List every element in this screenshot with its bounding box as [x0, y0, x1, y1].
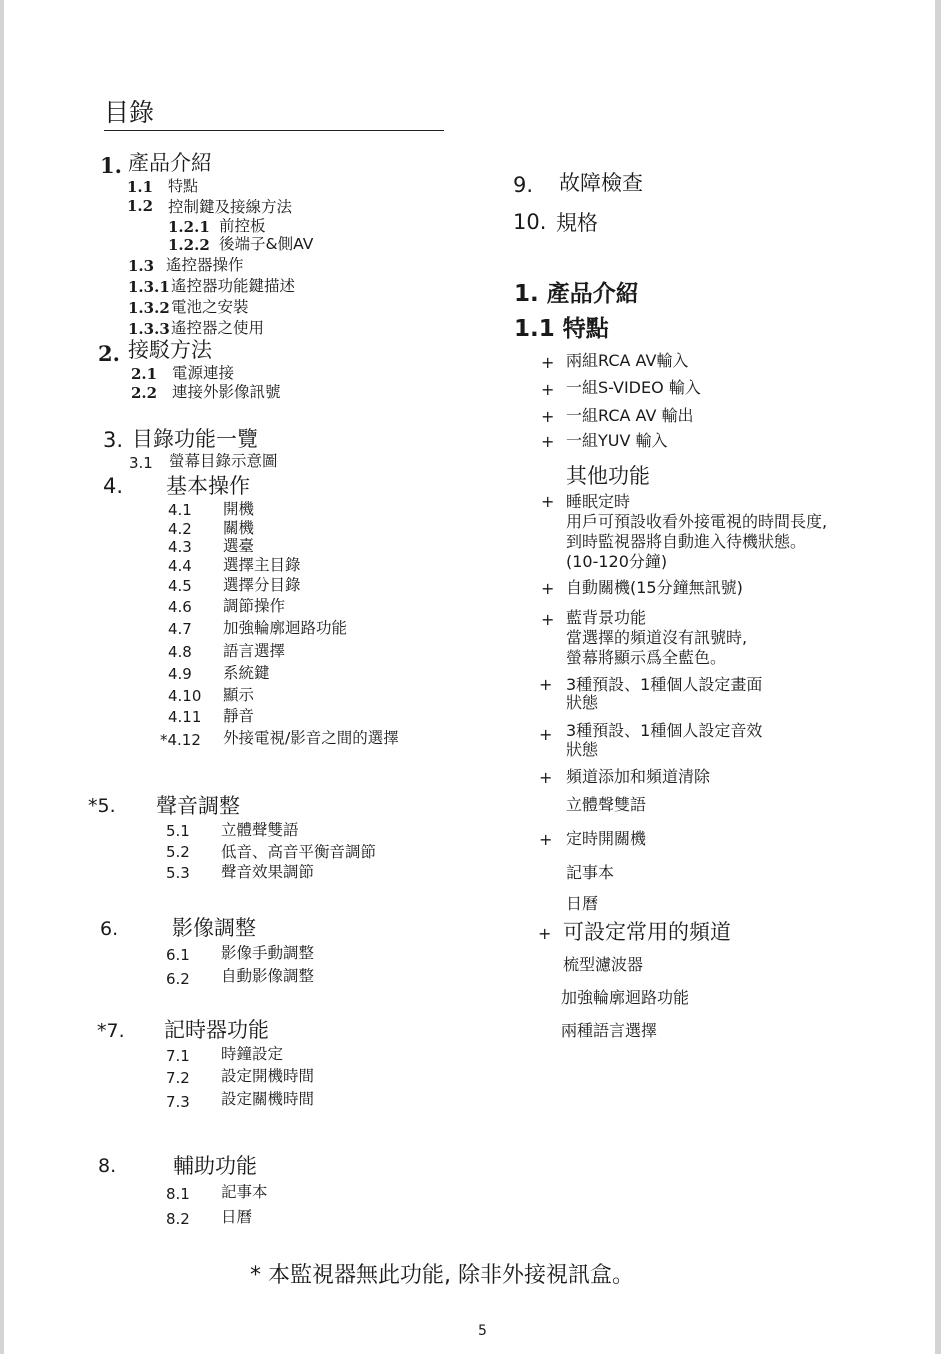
toc-entry: 輔助功能	[173, 1154, 257, 1178]
feature-line: 記事本	[566, 863, 615, 882]
toc-entry: 目錄功能一覽	[132, 427, 258, 451]
feature-line: 到時監視器將自動進入待機狀態。	[566, 532, 807, 551]
toc-num: 3.	[103, 428, 124, 452]
toc-entry: 顯示	[223, 686, 255, 704]
feature-line: 3種預設、1種個人設定畫面	[566, 675, 763, 694]
feature-line: 自動關機(15分鐘無訊號)	[566, 578, 743, 597]
toc-entry: 連接外影像訊號	[172, 383, 281, 401]
other-features-heading: 其他功能	[566, 464, 650, 488]
feature-line: 用戶可預設收看外接電視的時間長度,	[566, 512, 828, 531]
toc-num: 10.	[513, 210, 547, 234]
toc-entry: 電源連接	[172, 364, 235, 382]
toc-entry: 設定關機時間	[221, 1090, 315, 1108]
bullet-marker: +	[541, 380, 555, 399]
toc-num: 6.	[100, 918, 119, 940]
feature-line: (10-120分鐘)	[566, 552, 668, 571]
toc-num: 1.3	[128, 257, 155, 275]
toc-entry: 選擇主目錄	[223, 556, 301, 574]
toc-entry: 特點	[168, 177, 199, 195]
toc-entry: 立體聲雙語	[221, 821, 299, 839]
feature-line: 頻道添加和頻道清除	[566, 767, 711, 786]
toc-num: 4.6	[168, 598, 192, 616]
toc-entry: 選擇分目錄	[223, 576, 301, 594]
toc-num: 4.	[103, 474, 124, 498]
bullet-marker: +	[541, 492, 555, 511]
toc-num: 5.3	[166, 864, 190, 882]
toc-num: 4.9	[168, 665, 192, 683]
toc-num: 5.1	[166, 822, 190, 840]
feature-line: 梳型濾波器	[563, 955, 644, 974]
toc-num: 1.3.3	[128, 320, 170, 338]
toc-num: 7.3	[166, 1093, 190, 1111]
toc-num: 2.1	[131, 365, 158, 383]
toc-num: 4.5	[168, 577, 192, 595]
toc-entry: 故障檢查	[559, 171, 643, 195]
toc-entry: 電池之安裝	[171, 298, 249, 316]
toc-num: 5.2	[166, 843, 190, 861]
bullet-marker: +	[539, 725, 553, 744]
feature-line: 螢幕將顯示爲全藍色。	[566, 648, 727, 667]
bullet-marker: +	[541, 353, 555, 372]
feature-line: 日曆	[566, 894, 599, 913]
toc-num: 6.1	[166, 946, 190, 964]
feature-line: 狀態	[566, 740, 599, 759]
toc-entry: 前控板	[219, 217, 266, 235]
input-item: 兩組RCA AV輸入	[566, 351, 689, 370]
toc-entry: 影像調整	[172, 916, 256, 940]
toc-entry: 外接電視/影音之間的選擇	[223, 729, 399, 747]
title-underline	[104, 130, 444, 131]
toc-num: *7.	[97, 1020, 125, 1042]
toc-entry: 時鐘設定	[221, 1045, 284, 1063]
page-edge-right	[935, 0, 941, 1354]
toc-num: 7.1	[166, 1047, 190, 1065]
toc-entry: 日曆	[221, 1208, 253, 1226]
toc-num: 2.	[98, 341, 120, 366]
input-item: 一組RCA AV 輸出	[566, 406, 694, 425]
toc-entry: 聲音調整	[156, 794, 240, 818]
toc-num: 1.	[100, 153, 122, 178]
toc-entry: 後端子&側AV	[219, 235, 314, 253]
intro-heading: 1. 產品介紹	[514, 281, 639, 307]
toc-num: 1.3.2	[128, 299, 170, 317]
feature-line: 兩種語言選擇	[561, 1021, 658, 1040]
toc-entry: 語言選擇	[223, 642, 286, 660]
toc-num: 4.8	[168, 643, 192, 661]
toc-entry: 遙控器功能鍵描述	[171, 277, 296, 295]
bullet-marker: +	[541, 407, 555, 426]
feature-line: 狀態	[566, 693, 599, 712]
toc-entry: 接駁方法	[128, 338, 212, 362]
page-edge-left	[0, 0, 4, 1354]
toc-entry: 影像手動調整	[221, 944, 315, 962]
toc-entry: 設定開機時間	[221, 1067, 315, 1085]
intro-subheading: 1.1 特點	[514, 316, 609, 342]
feature-line: 睡眠定時	[566, 492, 631, 511]
toc-num: 4.4	[168, 557, 192, 575]
toc-num: 4.10	[168, 687, 202, 705]
toc-num: 1.2.1	[168, 218, 210, 236]
toc-entry: 遙控器之使用	[171, 319, 265, 337]
bullet-marker: +	[538, 924, 552, 943]
feature-line: 當選擇的頻道沒有訊號時,	[566, 628, 748, 647]
toc-num: 1.3.1	[128, 278, 170, 296]
toc-entry: 自動影像調整	[221, 967, 315, 985]
toc-num: 8.2	[166, 1210, 190, 1228]
toc-entry: 調節操作	[223, 597, 286, 615]
toc-entry: 記事本	[221, 1183, 268, 1201]
feature-line: 3種預設、1種個人設定音效	[566, 721, 763, 740]
toc-entry: 加強輪廓迴路功能	[223, 619, 348, 637]
toc-num: 4.7	[168, 620, 192, 638]
feature-line: 可設定常用的頻道	[563, 920, 731, 944]
toc-entry: 記時器功能	[164, 1018, 269, 1042]
toc-entry: 基本操作	[166, 474, 250, 498]
toc-entry: 系統鍵	[223, 664, 270, 682]
toc-num: *5.	[88, 795, 116, 817]
bullet-marker: +	[539, 830, 553, 849]
bullet-marker: +	[541, 579, 555, 598]
toc-num: 4.3	[168, 538, 192, 556]
toc-num: 8.	[98, 1155, 117, 1177]
toc-num: 1.1	[127, 178, 154, 196]
toc-entry: 遙控器操作	[166, 256, 244, 274]
toc-num: *4.12	[160, 731, 201, 749]
toc-num: 8.1	[166, 1185, 190, 1203]
bullet-marker: +	[541, 610, 555, 629]
toc-title: 目錄	[104, 98, 155, 127]
input-item: 一組S-VIDEO 輸入	[566, 378, 701, 397]
toc-entry: 開機	[223, 500, 255, 518]
bullet-marker: +	[541, 432, 555, 451]
toc-num: 4.11	[168, 708, 202, 726]
toc-num: 9.	[513, 173, 534, 197]
toc-num: 1.2.2	[168, 236, 210, 254]
toc-entry: 靜音	[223, 707, 255, 725]
toc-entry: 低音、高音平衡音調節	[221, 843, 377, 861]
toc-num: 7.2	[166, 1069, 190, 1087]
footnote: * 本監視器無此功能, 除非外接視訊盒。	[250, 1263, 634, 1288]
toc-num: 2.2	[131, 384, 158, 402]
toc-entry: 產品介紹	[128, 151, 212, 175]
toc-num: 4.2	[168, 520, 192, 538]
toc-num: 1.2	[127, 197, 154, 215]
toc-entry: 螢幕目錄示意圖	[169, 452, 278, 470]
toc-entry: 規格	[556, 211, 598, 235]
feature-line: 加強輪廓迴路功能	[561, 988, 690, 1007]
feature-line: 藍背景功能	[566, 608, 647, 627]
toc-num: 4.1	[168, 501, 192, 519]
toc-entry: 關機	[223, 519, 255, 537]
feature-line: 立體聲雙語	[566, 795, 647, 814]
toc-entry: 選臺	[223, 537, 255, 555]
feature-line: 定時開關機	[566, 829, 647, 848]
bullet-marker: +	[539, 675, 553, 694]
input-item: 一組YUV 輸入	[566, 431, 668, 450]
toc-num: 6.2	[166, 970, 190, 988]
page-number: 5	[478, 1323, 487, 1339]
bullet-marker: +	[539, 768, 553, 787]
toc-entry: 聲音效果調節	[221, 863, 315, 881]
toc-num: 3.1	[129, 454, 153, 472]
toc-entry: 控制鍵及接線方法	[168, 198, 293, 216]
